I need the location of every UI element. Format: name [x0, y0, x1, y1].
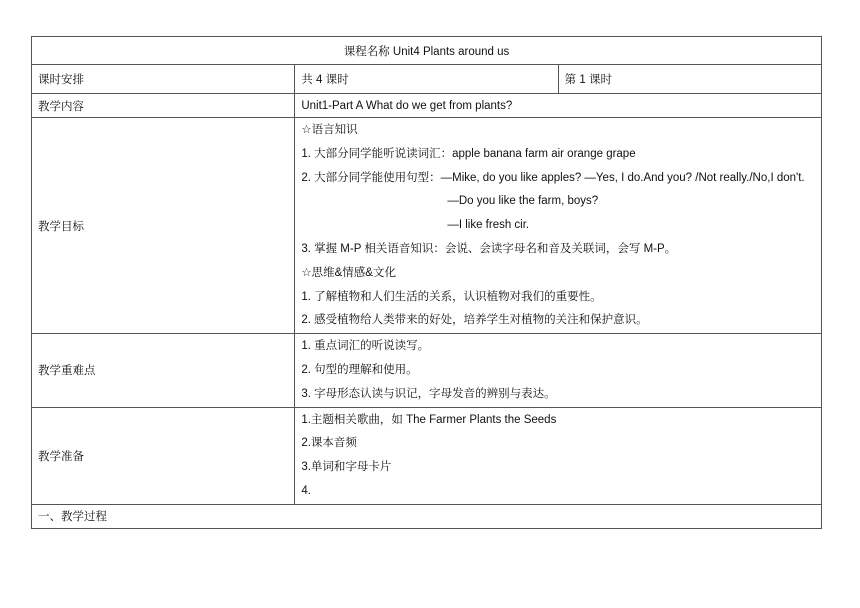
teaching-content-value: Unit1-Part A What do we get from plants?: [295, 94, 822, 118]
course-title: 课程名称 Unit4 Plants around us: [32, 37, 822, 65]
row-teaching-goals: [32, 118, 822, 334]
key-points-label: 教学重难点: [32, 334, 295, 407]
goal-line: 2. 感受植物给人类带来的好处，培养学生对植物的关注和保护意识。: [301, 314, 648, 327]
preparation-line: 1.主题相关歌曲，如 The Farmer Plants the Seeds: [301, 413, 557, 426]
goal-line: —I like fresh cir.: [447, 219, 530, 232]
preparation-label: 教学准备: [32, 407, 295, 504]
total-hours: 共 4 课时: [295, 65, 558, 94]
row-teaching-content: [32, 94, 822, 118]
goal-line: ☆语言知识: [301, 124, 358, 136]
preparation-line: 2.课本音频: [301, 437, 357, 450]
goal-line: 1. 了解植物和人们生活的关系，认识植物对我们的重要性。: [301, 290, 602, 303]
row-teaching-process: [32, 504, 822, 528]
key-point-line: 3. 字母形态认读与识记，字母发音的辨别与表达。: [301, 387, 556, 400]
goal-line: 2. 大部分同学能使用句型：—Mike, do you like apples? —Yes, I do.And you? /Not really./No,I don't.: [301, 171, 805, 184]
teaching-goals-label: 教学目标: [32, 118, 295, 334]
row-class-hours: [32, 65, 822, 94]
teaching-goals-content: [295, 118, 822, 334]
teaching-process-heading: 一、教学过程: [32, 504, 822, 528]
lesson-plan-table: [31, 36, 822, 529]
teaching-content-label: 教学内容: [32, 94, 295, 118]
goal-line: 1. 大部分同学能听说读词汇：apple banana farm air orange grape: [301, 147, 636, 160]
class-hours-label: 课时安排: [32, 65, 295, 94]
preparation-content: [295, 407, 822, 504]
preparation-line: 3.单词和字母卡片: [301, 461, 392, 474]
preparation-line: 4.: [301, 484, 311, 497]
goal-line: —Do you like the farm, boys?: [447, 195, 599, 208]
current-hour: 第 1 课时: [558, 65, 821, 94]
row-key-points: [32, 334, 822, 407]
key-points-content: [295, 334, 822, 407]
key-point-line: 1. 重点词汇的听说读写。: [301, 340, 430, 353]
row-preparation: [32, 407, 822, 504]
key-point-line: 2. 句型的理解和使用。: [301, 363, 418, 376]
goal-line: ☆思维&情感&文化: [301, 266, 396, 279]
goal-line: 3. 掌握 M-P 相关语音知识：会说、会读字母名和音及关联词，会写 M-P。: [301, 242, 677, 255]
